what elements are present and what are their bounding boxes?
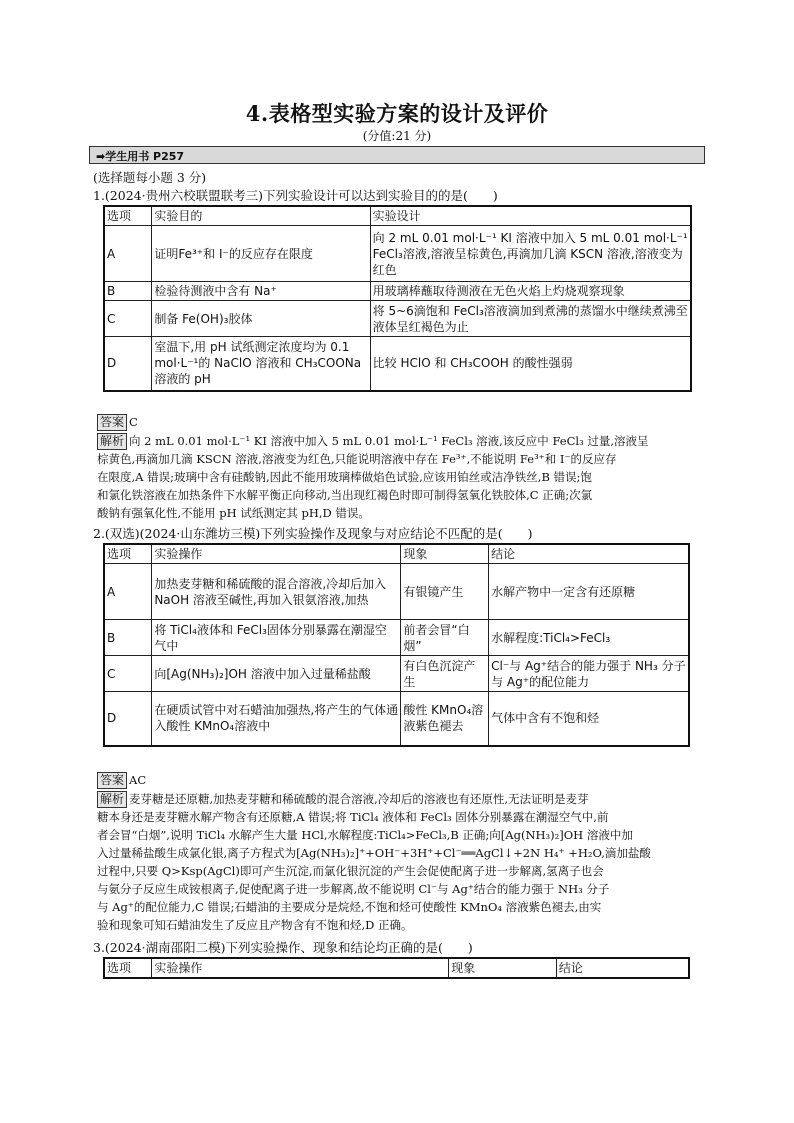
analysis-line: 麦芽糖是还原糖,加热麦芽糖和稀硫酸的混合溶液,冷却后的溶液也有还原性,无法证明是麦芽 (129, 792, 589, 806)
header-cell: 选项 (104, 958, 152, 978)
q1-analysis (97, 432, 697, 522)
analysis-line: 过程中,只要 Q>Ksp(AgCl)即可产生沉淀,而氯化银沉淀的产生会促使配离子进一步解离,氢离子也会 (97, 864, 604, 878)
score-note: (分值:21 分) (362, 129, 432, 143)
analysis-line: 在限度,A 错误;玻璃中含有硅酸钠,因此不能用玻璃棒做焰色试验,应该用铂丝或洁净铁丝,B 错误;饱 (97, 470, 592, 484)
analysis-line: 糖本身还是麦芽糖水解产物含有还原糖,A 错误;将 TiCl₄ 液体和 FeCl₃ 固体分别暴露在潮湿空气中,前 (97, 810, 609, 824)
q3-stem: 3.(2024·湖南邵阳二模)下列实验操作、现象和结论均正确的是( ) (93, 940, 473, 955)
q2-analysis (97, 790, 697, 934)
table-row (104, 656, 689, 692)
header-cell: 选项 (104, 544, 152, 564)
q1-answer (97, 413, 697, 431)
option-cell: B (104, 620, 152, 656)
option-cell: D (104, 692, 152, 746)
table-header-row (104, 206, 691, 226)
q2-stem: 2.(双选)(2024·山东潍坊三模)下列实验操作及现象与对应结论不匹配的是( ) (93, 526, 533, 541)
operation-cell: 在硬质试管中对石蜡油加强热,将产生的气体通入酸性 KMnO₄溶液中 (152, 692, 401, 746)
option-cell: D (104, 337, 152, 391)
operation-cell: 向[Ag(NH₃)₂]OH 溶液中加入过量稀盐酸 (152, 656, 401, 692)
conclusion-cell: Cl⁻与 Ag⁺结合的能力强于 NH₃ 分子与 Ag⁺的配位能力 (489, 656, 689, 692)
conclusion-cell: 水解产物中一定含有还原糖 (489, 564, 689, 620)
book-reference: ➡学生用书 P257 (96, 150, 185, 163)
table-row (104, 301, 691, 337)
purpose-cell: 检验待测液中含有 Na⁺ (152, 282, 370, 301)
conclusion-cell: 水解程度:TiCl₄>FeCl₃ (489, 620, 689, 656)
analysis-line: 棕黄色,再滴加几滴 KSCN 溶液,溶液变为红色,只能说明溶液中存在 Fe³⁺,不能说明 Fe³⁺和 I⁻的反应存 (97, 452, 617, 466)
analysis-line: 者会冒“白烟”,说明 TiCl₄ 水解产生大量 HCl,水解程度:TiCl₄>FeCl₃,B 正确;向[Ag(NH₃)₂]OH 溶液中加 (97, 828, 633, 842)
table-row (104, 282, 691, 301)
analysis-tag: 解析 (97, 791, 127, 808)
header-cell: 结论 (489, 544, 689, 564)
table-header-row (104, 544, 689, 564)
analysis-line: 酸钠有强氧化性,不能用 pH 试纸测定其 pH,D 错误。 (97, 506, 370, 520)
phenomenon-cell: 有白色沉淀产生 (401, 656, 489, 692)
answer-value: C (129, 415, 138, 429)
purpose-cell: 制备 Fe(OH)₃胶体 (152, 301, 370, 337)
answer-value: AC (129, 773, 147, 787)
analysis-line: 向 2 mL 0.01 mol·L⁻¹ KI 溶液中加入 5 mL 0.01 mol·L⁻¹ FeCl₃ 溶液,该反应中 FeCl₃ 过量,溶液呈 (129, 434, 649, 448)
option-cell: A (104, 564, 152, 620)
q2-answer (97, 771, 697, 789)
analysis-line: 和氯化铁溶液在加热条件下水解平衡正向移动,当出现红褐色时即可制得氢氧化铁胶体,C 正确;次氯 (97, 488, 593, 502)
table-row (104, 692, 689, 746)
analysis-line: 入过量稀盐酸生成氯化银,离子方程式为[Ag(NH₃)₂]⁺+OH⁻+3H⁺+Cl⁻══AgCl↓+2N H₄⁺ +H₂O,滴加盐酸 (97, 846, 651, 860)
section-note: (选择题每小题 3 分) (93, 170, 207, 185)
purpose-cell: 室温下,用 pH 试纸测定浓度均为 0.1 mol·L⁻¹的 NaClO 溶液和 CH₃COONa 溶液的 pH (152, 337, 370, 391)
table-row (104, 620, 689, 656)
header-cell: 结论 (556, 958, 689, 978)
analysis-line: 验和现象可知石蜡油发生了反应且产物含有不饱和烃,D 正确。 (97, 918, 413, 932)
table-row (104, 337, 691, 391)
header-cell: 实验设计 (370, 206, 691, 226)
answer-tag: 答案 (97, 414, 127, 431)
operation-cell: 将 TiCl₄液体和 FeCl₃固体分别暴露在潮湿空气中 (152, 620, 401, 656)
conclusion-cell: 气体中含有不饱和烃 (489, 692, 689, 746)
table-header-row (104, 958, 689, 978)
header-cell: 实验操作 (152, 544, 401, 564)
design-cell: 比较 HClO 和 CH₃COOH 的酸性强弱 (370, 337, 691, 391)
phenomenon-cell: 酸性 KMnO₄溶液紫色褪去 (401, 692, 489, 746)
q1-stem: 1.(2024·贵州六校联盟联考三)下列实验设计可以达到实验目的的是( ) (93, 188, 498, 203)
operation-cell: 加热麦芽糖和稀硫酸的混合溶液,冷却后加入 NaOH 溶液至碱性,再加入银氨溶液,加热 (152, 564, 401, 620)
design-cell: 用玻璃棒蘸取待测液在无色火焰上灼烧观察现象 (370, 282, 691, 301)
table-row (104, 226, 691, 282)
option-cell: C (104, 656, 152, 692)
analysis-line: 与 Ag⁺的配位能力,C 错误;石蜡油的主要成分是烷烃,不饱和烃可使酸性 KMnO₄ 溶液紫色褪去,由实 (97, 900, 602, 914)
page-title: 4.表格型实验方案的设计及评价 (245, 101, 549, 126)
header-cell: 现象 (401, 544, 489, 564)
phenomenon-cell: 前者会冒“白烟” (401, 620, 489, 656)
option-cell: B (104, 282, 152, 301)
header-cell: 选项 (104, 206, 152, 226)
book-reference-bar (89, 146, 705, 164)
option-cell: C (104, 301, 152, 337)
q3-table (103, 957, 690, 979)
analysis-line: 与氨分子反应生成铵根离子,促使配离子进一步解离,故不能说明 Cl⁻与 Ag⁺结合的能力强于 NH₃ 分子 (97, 882, 610, 896)
header-cell: 实验操作 (152, 958, 449, 978)
q2-table (103, 543, 690, 747)
arrow-icon: ➡ (96, 150, 106, 163)
option-cell: A (104, 226, 152, 282)
header-cell: 实验目的 (152, 206, 370, 226)
q1-table (103, 205, 692, 392)
design-cell: 向 2 mL 0.01 mol·L⁻¹ KI 溶液中加入 5 mL 0.01 mol·L⁻¹ FeCl₃溶液,溶液呈棕黄色,再滴加几滴 KSCN 溶液,溶液变为红色 (370, 226, 691, 282)
design-cell: 将 5~6滴饱和 FeCl₃溶液滴加到煮沸的蒸馏水中继续煮沸至液体呈红褐色为止 (370, 301, 691, 337)
answer-tag: 答案 (97, 772, 127, 789)
analysis-tag: 解析 (97, 433, 127, 450)
phenomenon-cell: 有银镜产生 (401, 564, 489, 620)
purpose-cell: 证明Fe³⁺和 I⁻的反应存在限度 (152, 226, 370, 282)
table-row (104, 564, 689, 620)
header-cell: 现象 (449, 958, 557, 978)
